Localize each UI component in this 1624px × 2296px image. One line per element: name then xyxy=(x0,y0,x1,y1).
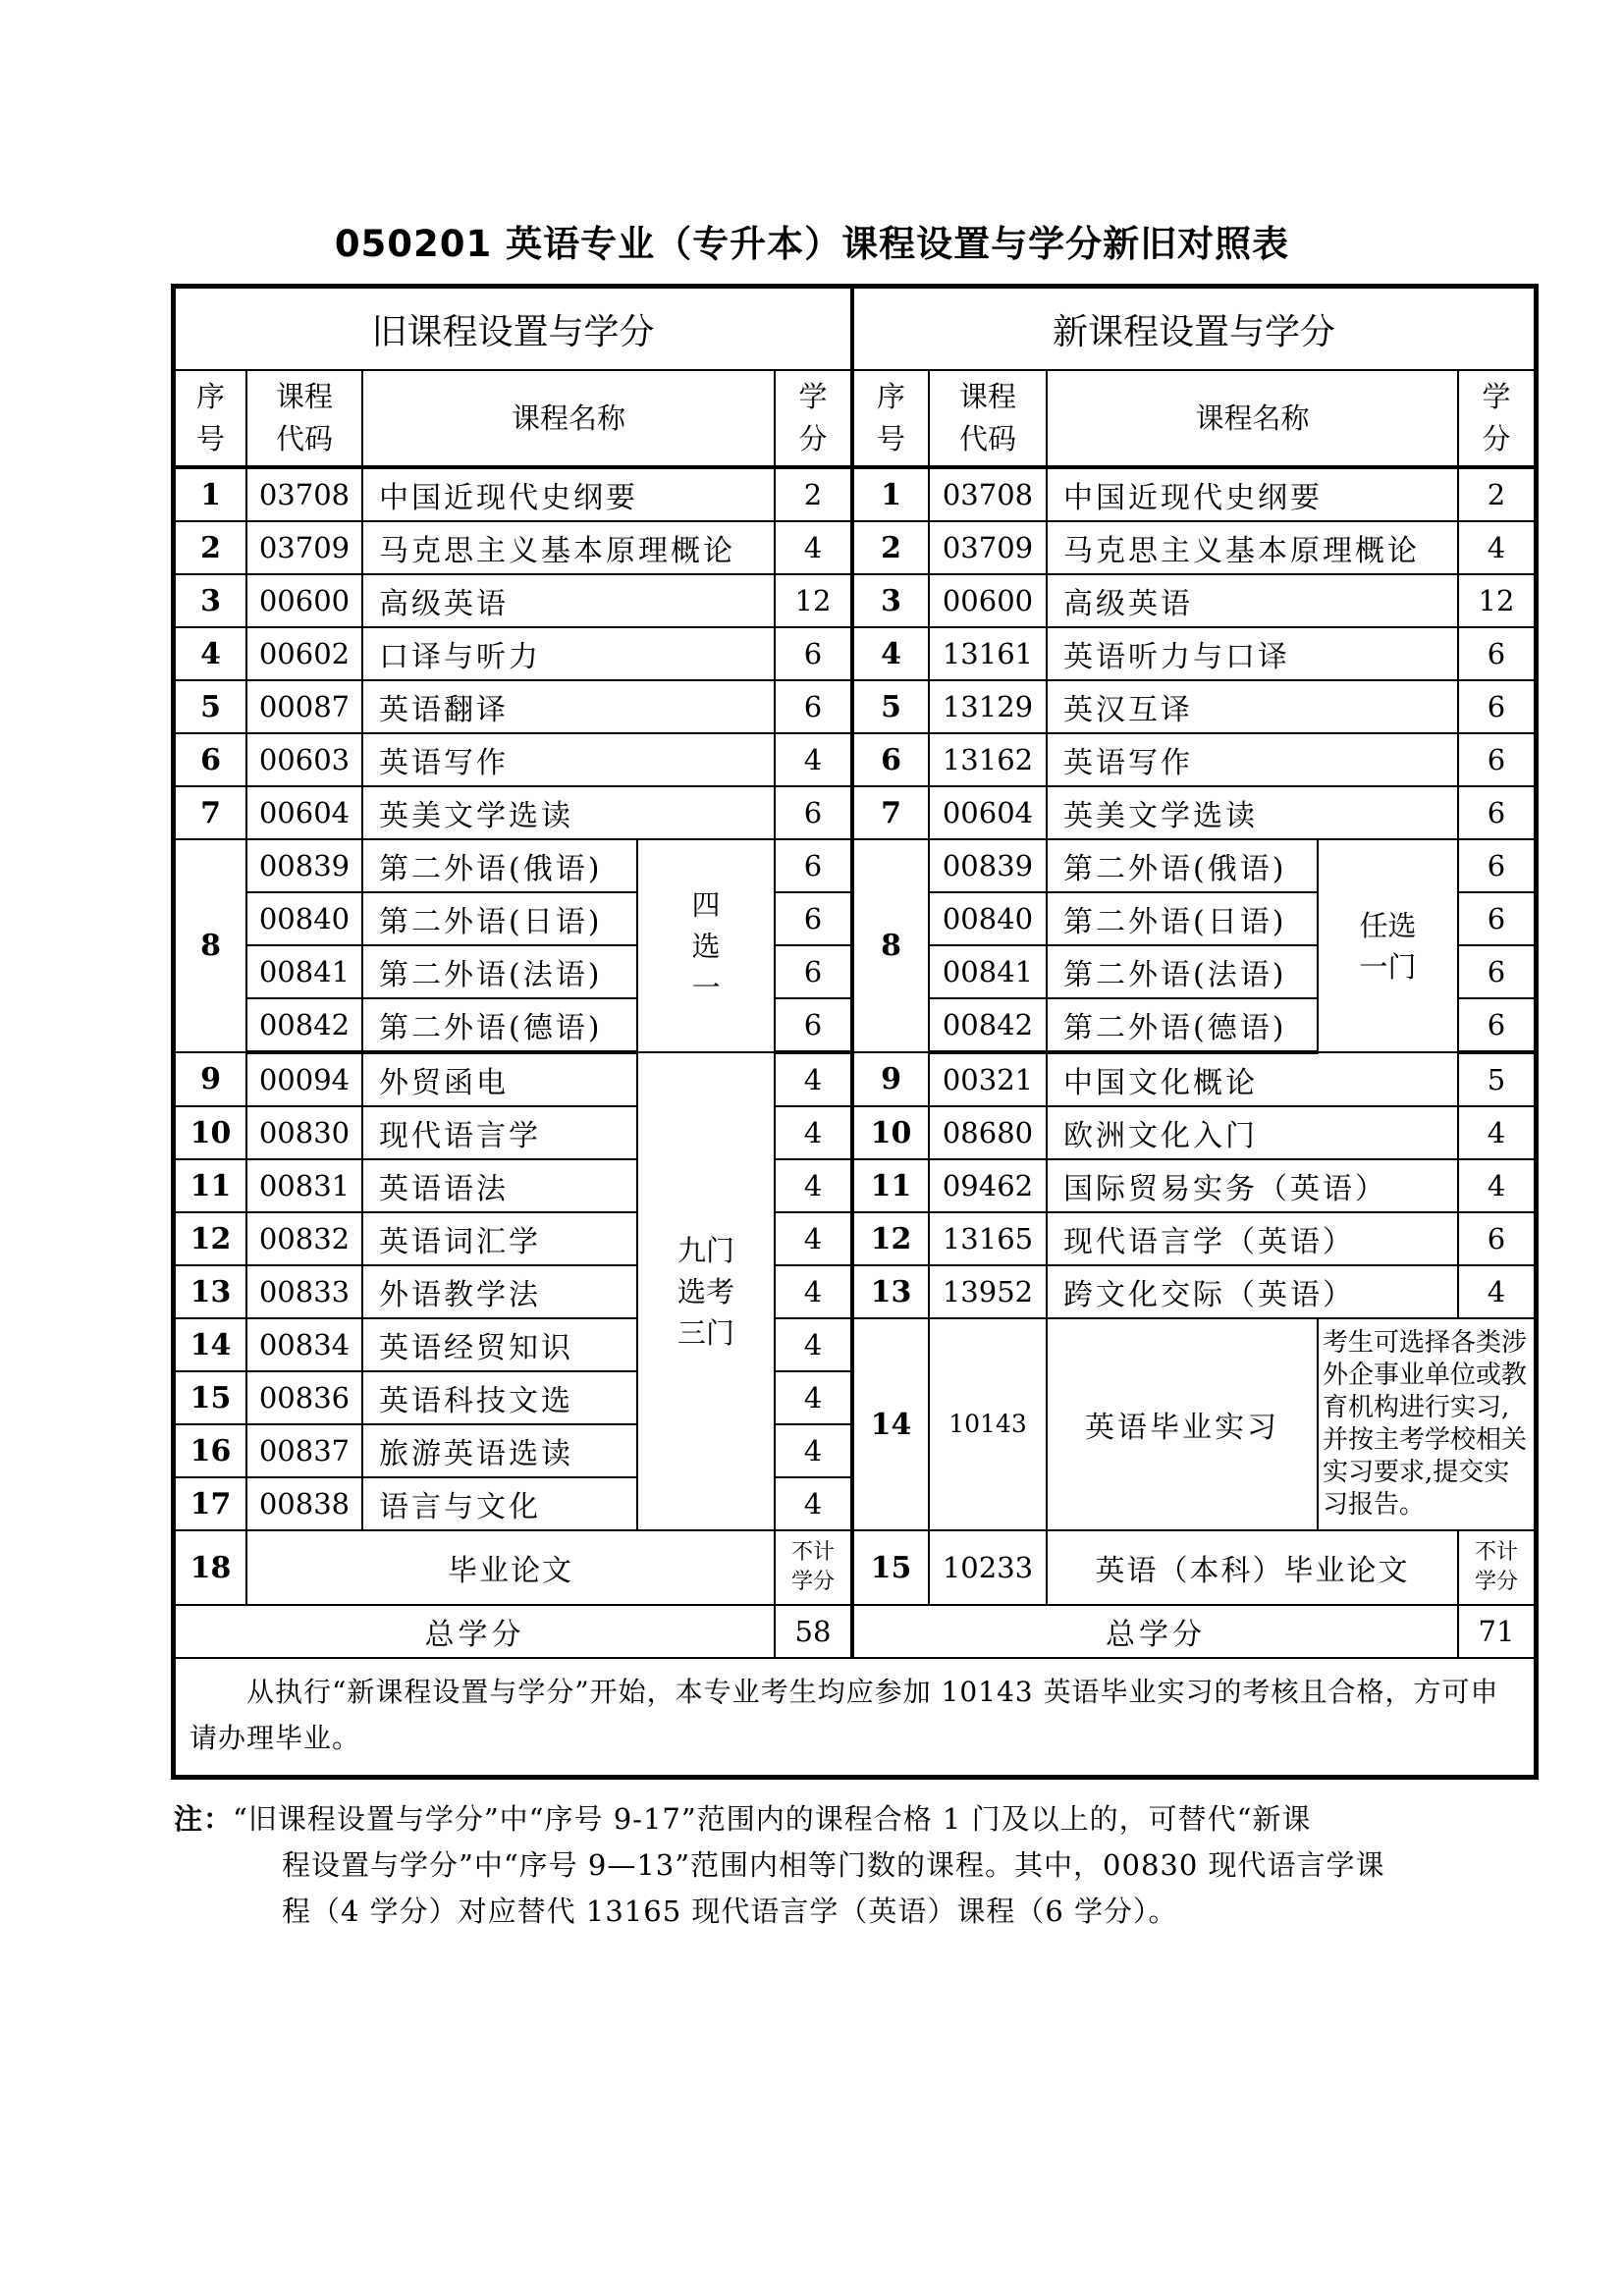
old-course-name: 英语写作 xyxy=(362,733,775,786)
old-course-code: 03709 xyxy=(246,521,362,574)
course-comparison-table xyxy=(174,287,1536,1777)
table-row xyxy=(175,574,1535,627)
old-course-code: 00602 xyxy=(246,627,362,680)
table-row xyxy=(175,467,1535,521)
old-credit: 6 xyxy=(775,945,852,998)
new-course-name: 中国近现代史纲要 xyxy=(1047,467,1458,521)
old-course-name: 英语词汇学 xyxy=(362,1212,637,1265)
new-credit: 6 xyxy=(1458,892,1535,945)
new-credit: 6 xyxy=(1458,786,1535,839)
footnote-line: “旧课程设置与学分”中“序号 9-17”范围内的课程合格 1 门及以上的，可替代“新课 xyxy=(233,1802,1312,1836)
new-course-name: 第二外语(俄语) xyxy=(1047,839,1318,892)
old-credit: 12 xyxy=(775,574,852,627)
old-section-header: 旧课程设置与学分 xyxy=(175,288,852,370)
old-credit: 6 xyxy=(775,627,852,680)
old-course-name: 英语经贸知识 xyxy=(362,1318,637,1371)
execution-note-text: 从执行“新课程设置与学分”开始，本专业考生均应参加 10143 英语毕业实习的考核且合格，方可申请办理毕业。 xyxy=(189,1676,1499,1754)
new-course-code: 09462 xyxy=(929,1159,1047,1212)
new-course-name: 第二外语(德语) xyxy=(1047,998,1318,1052)
old-course-name: 旅游英语选读 xyxy=(362,1424,637,1477)
internship-remark: 考生可选择各类涉外企事业单位或教育机构进行实习,并按主考学校相关实习要求,提交实习报告。 xyxy=(1318,1318,1535,1530)
new-total-value: 71 xyxy=(1458,1605,1535,1658)
old-credit: 4 xyxy=(775,1424,852,1477)
table-row xyxy=(175,1106,1535,1159)
new-seq: 7 xyxy=(852,786,929,839)
old-course-code: 00604 xyxy=(246,786,362,839)
footnote xyxy=(174,1796,1529,1935)
new-course-code: 00600 xyxy=(929,574,1047,627)
old-credit: 4 xyxy=(775,1477,852,1530)
new-section-header: 新课程设置与学分 xyxy=(852,288,1535,370)
old-elective-note: 九门 选考 三门 xyxy=(637,1052,775,1530)
old-course-name: 英美文学选读 xyxy=(362,786,775,839)
old-course-name: 外贸函电 xyxy=(362,1052,637,1106)
footnote-label: 注： xyxy=(174,1802,234,1836)
old-total-label: 总学分 xyxy=(175,1605,775,1658)
table-row xyxy=(175,1265,1535,1318)
old-course-name: 第二外语(德语) xyxy=(362,998,637,1052)
old-total-value: 58 xyxy=(775,1605,852,1658)
old-credit: 6 xyxy=(775,839,852,892)
old-course-code: 00841 xyxy=(246,945,362,998)
old-group-note: 四 选 一 xyxy=(637,839,775,1052)
old-credit: 6 xyxy=(775,680,852,733)
old-course-code: 00831 xyxy=(246,1159,362,1212)
col-header-seq: 序号 xyxy=(175,370,246,467)
old-seq: 14 xyxy=(175,1318,246,1371)
new-course-name: 第二外语(法语) xyxy=(1047,945,1318,998)
new-thesis-name: 英语（本科）毕业论文 xyxy=(1047,1530,1458,1605)
new-seq: 13 xyxy=(852,1265,929,1318)
old-seq: 1 xyxy=(175,467,246,521)
col-header-seq: 序号 xyxy=(852,370,929,467)
new-course-code: 13952 xyxy=(929,1265,1047,1318)
old-credit: 4 xyxy=(775,1265,852,1318)
new-seq: 11 xyxy=(852,1159,929,1212)
old-course-code: 00837 xyxy=(246,1424,362,1477)
new-course-code: 00321 xyxy=(929,1052,1047,1106)
old-credit: 4 xyxy=(775,733,852,786)
old-course-name: 口译与听力 xyxy=(362,627,775,680)
new-credit: 6 xyxy=(1458,1212,1535,1265)
new-course-name: 中国文化概论 xyxy=(1047,1052,1458,1106)
old-course-code: 00833 xyxy=(246,1265,362,1318)
new-credit: 4 xyxy=(1458,521,1535,574)
new-course-code: 00604 xyxy=(929,786,1047,839)
old-course-name: 英语翻译 xyxy=(362,680,775,733)
table-row xyxy=(175,786,1535,839)
footnote-line: 程设置与学分”中“序号 9—13”范围内相等门数的课程。其中，00830 现代语言学课 xyxy=(282,1848,1385,1882)
new-course-name: 欧洲文化入门 xyxy=(1047,1106,1458,1159)
new-seq: 3 xyxy=(852,574,929,627)
new-course-name: 高级英语 xyxy=(1047,574,1458,627)
old-course-code: 00603 xyxy=(246,733,362,786)
new-seq: 10 xyxy=(852,1106,929,1159)
old-seq: 13 xyxy=(175,1265,246,1318)
col-header-code: 课程代码 xyxy=(246,370,362,467)
table-row xyxy=(175,733,1535,786)
table-row xyxy=(175,680,1535,733)
old-course-code: 00839 xyxy=(246,839,362,892)
old-course-name: 第二外语(法语) xyxy=(362,945,637,998)
new-seq: 12 xyxy=(852,1212,929,1265)
new-thesis-credit: 不计学分 xyxy=(1458,1530,1535,1605)
new-course-code: 00840 xyxy=(929,892,1047,945)
footnote-line: 程（4 学分）对应替代 13165 现代语言学（英语）课程（6 学分）。 xyxy=(282,1895,1178,1928)
new-seq: 9 xyxy=(852,1052,929,1106)
old-seq: 6 xyxy=(175,733,246,786)
old-credit: 4 xyxy=(775,1371,852,1424)
col-header-code: 课程代码 xyxy=(929,370,1047,467)
new-seq: 4 xyxy=(852,627,929,680)
old-course-name: 高级英语 xyxy=(362,574,775,627)
new-course-name: 现代语言学（英语） xyxy=(1047,1212,1458,1265)
new-course-name: 英汉互译 xyxy=(1047,680,1458,733)
old-course-code: 00830 xyxy=(246,1106,362,1159)
new-course-code: 13162 xyxy=(929,733,1047,786)
table-row xyxy=(175,1318,1535,1371)
old-credit: 4 xyxy=(775,1318,852,1371)
old-course-name: 现代语言学 xyxy=(362,1106,637,1159)
new-course-code: 00841 xyxy=(929,945,1047,998)
col-header-credit: 学分 xyxy=(775,370,852,467)
new-course-code: 00839 xyxy=(929,839,1047,892)
new-seq: 8 xyxy=(852,839,929,1052)
table-row xyxy=(175,521,1535,574)
table-row xyxy=(175,839,1535,892)
old-course-code: 00842 xyxy=(246,998,362,1052)
new-credit: 6 xyxy=(1458,839,1535,892)
table-row xyxy=(175,627,1535,680)
new-credit: 4 xyxy=(1458,1265,1535,1318)
new-seq: 15 xyxy=(852,1530,929,1605)
old-course-code: 00840 xyxy=(246,892,362,945)
new-course-code: 13129 xyxy=(929,680,1047,733)
new-seq: 2 xyxy=(852,521,929,574)
old-credit: 4 xyxy=(775,1106,852,1159)
new-credit: 12 xyxy=(1458,574,1535,627)
col-header-name: 课程名称 xyxy=(362,370,775,467)
new-seq: 14 xyxy=(852,1318,929,1530)
old-seq: 7 xyxy=(175,786,246,839)
new-credit: 6 xyxy=(1458,627,1535,680)
new-course-name: 国际贸易实务（英语） xyxy=(1047,1159,1458,1212)
old-course-name: 第二外语(日语) xyxy=(362,892,637,945)
new-course-code: 13161 xyxy=(929,627,1047,680)
old-course-code: 00094 xyxy=(246,1052,362,1106)
new-course-name: 英语写作 xyxy=(1047,733,1458,786)
new-credit: 6 xyxy=(1458,680,1535,733)
new-course-code: 00842 xyxy=(929,998,1047,1052)
new-credit: 2 xyxy=(1458,467,1535,521)
old-seq: 8 xyxy=(175,839,246,1052)
new-course-name: 跨文化交际（英语） xyxy=(1047,1265,1458,1318)
old-course-name: 马克思主义基本原理概论 xyxy=(362,521,775,574)
new-seq: 6 xyxy=(852,733,929,786)
old-course-name: 英语科技文选 xyxy=(362,1371,637,1424)
new-credit: 6 xyxy=(1458,998,1535,1052)
old-seq: 9 xyxy=(175,1052,246,1106)
new-course-code: 10233 xyxy=(929,1530,1047,1605)
old-seq: 12 xyxy=(175,1212,246,1265)
old-seq: 2 xyxy=(175,521,246,574)
execution-note xyxy=(175,1658,1535,1776)
old-course-code: 00834 xyxy=(246,1318,362,1371)
old-seq: 10 xyxy=(175,1106,246,1159)
old-seq: 16 xyxy=(175,1424,246,1477)
new-course-code: 13165 xyxy=(929,1212,1047,1265)
old-credit: 4 xyxy=(775,1159,852,1212)
old-seq: 11 xyxy=(175,1159,246,1212)
new-credit: 4 xyxy=(1458,1159,1535,1212)
old-credit: 4 xyxy=(775,1052,852,1106)
old-seq: 3 xyxy=(175,574,246,627)
new-course-code: 03708 xyxy=(929,467,1047,521)
old-course-code: 00838 xyxy=(246,1477,362,1530)
table-row xyxy=(175,1159,1535,1212)
new-course-name: 马克思主义基本原理概论 xyxy=(1047,521,1458,574)
table-row xyxy=(175,1212,1535,1265)
table-row xyxy=(175,1052,1535,1106)
table-row xyxy=(175,1605,1535,1658)
old-course-code: 00087 xyxy=(246,680,362,733)
old-credit: 4 xyxy=(775,521,852,574)
old-course-name: 英语语法 xyxy=(362,1159,637,1212)
col-header-name: 课程名称 xyxy=(1047,370,1458,467)
new-course-code: 10143 xyxy=(929,1318,1047,1530)
old-course-name: 中国近现代史纲要 xyxy=(362,467,775,521)
table-row xyxy=(175,1658,1535,1776)
new-credit: 6 xyxy=(1458,945,1535,998)
old-course-name: 语言与文化 xyxy=(362,1477,637,1530)
new-course-code: 03709 xyxy=(929,521,1047,574)
old-course-code: 00832 xyxy=(246,1212,362,1265)
old-course-name: 外语教学法 xyxy=(362,1265,637,1318)
old-credit: 6 xyxy=(775,786,852,839)
old-course-name: 第二外语(俄语) xyxy=(362,839,637,892)
new-course-code: 08680 xyxy=(929,1106,1047,1159)
new-course-name: 英美文学选读 xyxy=(1047,786,1458,839)
new-credit: 6 xyxy=(1458,733,1535,786)
new-course-name: 英语听力与口译 xyxy=(1047,627,1458,680)
new-seq: 5 xyxy=(852,680,929,733)
new-course-name: 第二外语(日语) xyxy=(1047,892,1318,945)
new-seq: 1 xyxy=(852,467,929,521)
old-course-code: 00836 xyxy=(246,1371,362,1424)
old-seq: 17 xyxy=(175,1477,246,1530)
old-thesis-name: 毕业论文 xyxy=(246,1530,775,1605)
old-thesis-credit: 不计学分 xyxy=(775,1530,852,1605)
old-credit: 2 xyxy=(775,467,852,521)
new-group-note: 任选 一门 xyxy=(1318,839,1458,1052)
old-seq: 15 xyxy=(175,1371,246,1424)
old-seq: 18 xyxy=(175,1530,246,1605)
old-seq: 4 xyxy=(175,627,246,680)
page-title: 050201 英语专业（专升本）课程设置与学分新旧对照表 xyxy=(334,223,1290,265)
old-credit: 6 xyxy=(775,998,852,1052)
new-credit: 4 xyxy=(1458,1106,1535,1159)
new-credit: 5 xyxy=(1458,1052,1535,1106)
new-total-label: 总学分 xyxy=(852,1605,1458,1658)
new-course-name: 英语毕业实习 xyxy=(1047,1318,1318,1530)
old-credit: 4 xyxy=(775,1212,852,1265)
table-row xyxy=(175,1530,1535,1605)
old-course-code: 03708 xyxy=(246,467,362,521)
col-header-credit: 学分 xyxy=(1458,370,1535,467)
old-seq: 5 xyxy=(175,680,246,733)
old-credit: 6 xyxy=(775,892,852,945)
old-course-code: 00600 xyxy=(246,574,362,627)
